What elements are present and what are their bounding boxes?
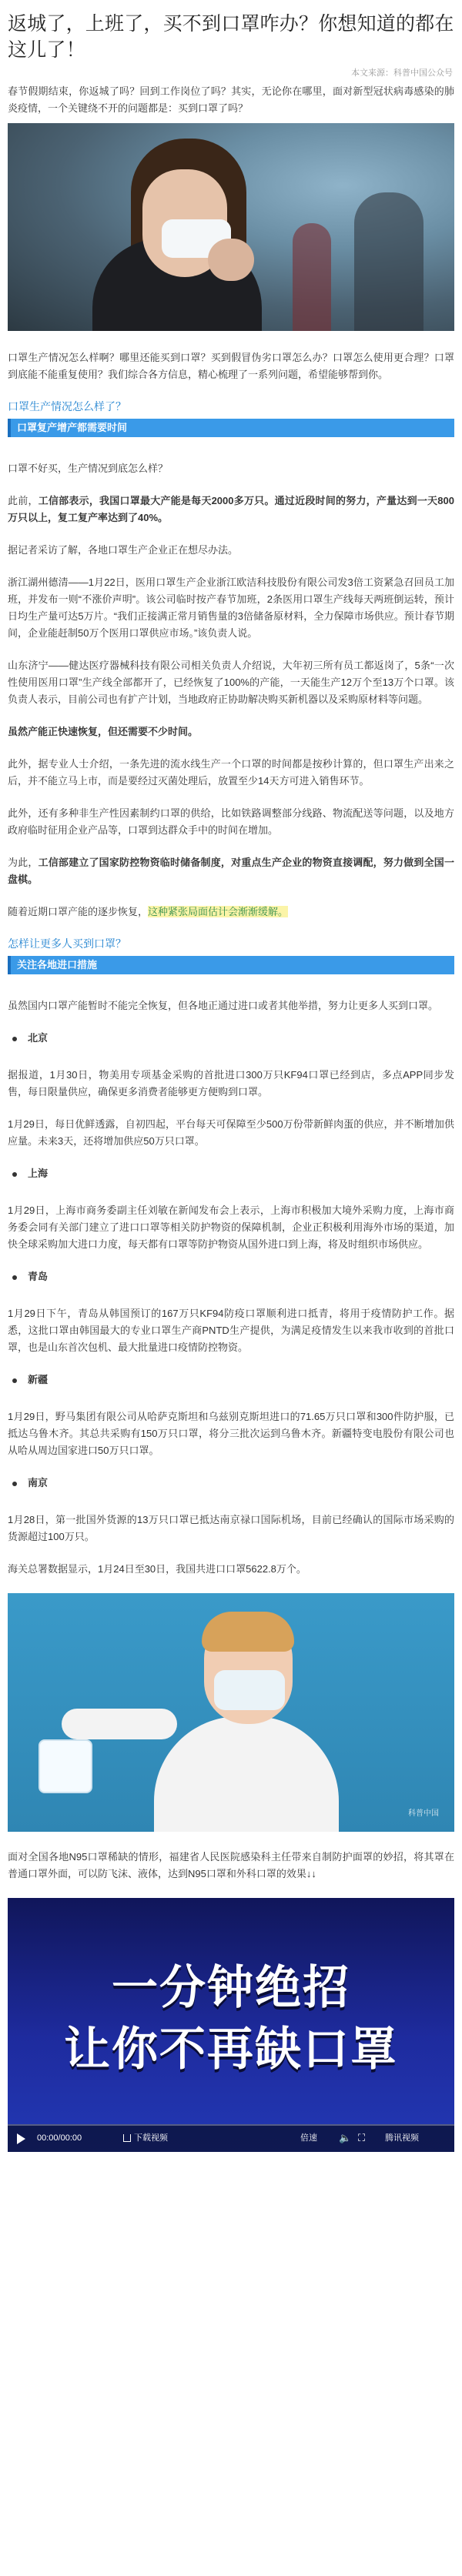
article-title: 返城了，上班了，买不到口罩咋办？你想知道的都在这儿了！ — [8, 13, 454, 61]
section-label-production: 口罩生产情况怎么样了？ — [8, 400, 126, 413]
bold-text: 工信部建立了国家防控物资临时储备制度，对重点生产企业的物资直接调配，努力做到全国一盘棋。 — [8, 857, 454, 885]
volume-icon[interactable]: 🔈 — [339, 2132, 352, 2143]
bullet-icon — [12, 1275, 17, 1280]
paragraph-prefix: 此前， — [8, 495, 38, 506]
face-mask-shape — [214, 1670, 285, 1710]
paragraph: 海关总署数据显示，1月24日至30日，我国共进口口罩5622.8万个。 — [8, 1563, 306, 1575]
video-time: 00:00/00:00 — [37, 2133, 82, 2143]
city-name: 北京 — [28, 1032, 49, 1044]
hand-shape — [208, 239, 254, 281]
city-name: 南京 — [28, 1477, 49, 1488]
city-heading-qingdao — [8, 1268, 454, 1285]
fullscreen-icon[interactable]: ⛶ — [358, 2132, 366, 2143]
paragraph-prefix: 为此， — [8, 857, 38, 868]
paragraph — [8, 493, 454, 526]
bullet-icon — [12, 1037, 17, 1041]
paragraph: 1月28日，第一批国外货源的13万只口罩已抵达南京禄口国际机场，目前已经确认的国际市场采购的货源超过100万只。 — [8, 1514, 454, 1542]
paragraph: 1月29日，上海市商务委副主任刘敏在新闻发布会上表示，上海市积极加大境外采购力度，上海市商务委会同有关部门建立了进口口罩等相关防护物资的保障机制，企业正积极利用海外市场的渠道，加快全球采购加大进口力度，每天都有口罩等防护物资从国外进口到上海，将及时组织市场供应。 — [8, 1204, 454, 1250]
video-player[interactable] — [8, 1898, 454, 2152]
paragraph-prefix: 随着近期口罩产能的逐步恢复， — [8, 906, 149, 917]
section-label-buy: 怎样让更多人买到口罩？ — [8, 937, 126, 950]
video-controls — [8, 2124, 454, 2152]
video-brand: 腾讯视频 — [385, 2133, 419, 2143]
highlighted-text: 这种紧张局面估计会渐渐缓解。 — [148, 906, 289, 917]
section-bar-production: 口罩复产增产都需要时间 — [8, 419, 454, 437]
download-video-button[interactable] — [123, 2124, 168, 2152]
paragraph: 山东济宁——健达医疗器械科技有限公司相关负责人介绍说，大年初三所有员工都返岗了，5条“一次性使用医用口罩”生产线全部都开了，已经恢复了100%的产能，一天能生产12万个至13万个口罩。该负责人表示，目前公司也有扩产计划，当地政府正协助解决购买新机器以及采购原材料等问题。 — [8, 660, 454, 705]
body-shape — [154, 1716, 339, 1832]
intro-paragraph: 春节假期结束，你返城了吗？回到工作岗位了吗？其实，无论你在哪里，面对新型冠状病毒感染的肺炎疫情，一个关键绕不开的问题都是：买到口罩了吗？ — [8, 85, 454, 114]
paragraph: 1月29日，每日优鲜透露，自初四起，平台每天可保障至少500万份带新鲜肉蛋的供应，并不断增加供应量。未来3天，还将增加供应50万只口罩。 — [8, 1118, 454, 1147]
bullet-icon — [12, 1482, 17, 1486]
city-heading-xinjiang — [8, 1372, 454, 1388]
bullet-icon — [12, 1378, 17, 1383]
city-heading-beijing — [8, 1030, 454, 1047]
background-person — [293, 223, 331, 331]
paragraph: 此外，还有多种非生产性因素制约口罩的供给，比如铁路调整部分线路、物流配送等问题，以及地方政府临时征用企业产品等，口罩到达群众手中的时间在增加。 — [8, 807, 454, 836]
paragraph: 口罩不好买，生产情况到底怎么样？ — [8, 463, 169, 474]
paragraph: 此外，据专业人士介绍，一条先进的流水线生产一个口罩的时间都是按秒计算的，但口罩生产出来之后，并不能立马上市，而是要经过灭菌处理后，放置至少14天方可进入销售环节。 — [8, 758, 454, 787]
hair-shape — [202, 1612, 294, 1652]
section-bar-import: 关注各地进口措施 — [8, 956, 454, 974]
paragraph: 虽然国内口罩产能暂时不能完全恢复，但各地正通过进口或者其他举措，努力让更多人买到口罩。 — [8, 1000, 439, 1011]
bullet-icon — [12, 1172, 17, 1177]
video-title-line1: 一分钟绝招 — [112, 1962, 350, 2013]
background-person — [354, 192, 424, 331]
city-heading-nanjing — [8, 1475, 454, 1492]
city-name: 上海 — [28, 1168, 49, 1179]
arm-shape — [62, 1709, 177, 1739]
video-title-line2: 让你不再缺口罩 — [64, 2023, 398, 2075]
paragraph: 虽然产能正快速恢复，但还需要不少时间。 — [8, 726, 199, 737]
bold-text: 工信部表示，我国口罩最大产能是每天2000多万只。通过近段时间的努力，产量达到一天800万只以上，复工复产率达到了40%。 — [8, 495, 454, 523]
paragraph: 据报道，1月30日，物美用专项基金采购的首批进口300万只KF94口罩已经到店，多点APP同步发售，每日限量供应，确保更多消费者能够更方便购到口罩。 — [8, 1069, 454, 1098]
paragraph: 1月29日下午，青岛从韩国预订的167万只KF94防疫口罩顺利进口抵青，将用于疫情防护工作。据悉，这批口罩由韩国最大的专业口罩生产商PNTD生产提供，为满足疫情发生以来我市收到的首批口罩，也是山东首次包机、最大批量进口疫情防控物资。 — [8, 1308, 454, 1353]
city-name: 新疆 — [28, 1374, 49, 1385]
paragraph: 面对全国各地N95口罩稀缺的情形，福建省人民医院感染科主任带来自制防护面罩的妙招，将其罩在普通口罩外面，可以防飞沫、液体，达到N95口罩和外科口罩的效果↓↓ — [8, 1851, 454, 1879]
paragraph — [8, 904, 454, 920]
questions-paragraph: 口罩生产情况怎么样啊？哪里还能买到口罩？买到假冒伪劣口罩怎么办？口罩怎么使用更合理？口罩到底能不能重复使用？我们综合各方信息，精心梳理了一系列问题，希望能够帮到你。 — [8, 352, 454, 380]
article-body — [0, 83, 462, 2152]
paragraph: 1月29日，野马集团有限公司从哈萨克斯坦和乌兹别克斯坦进口的71.65万只口罩和300件防护服，已抵达乌鲁木齐。其总共采购有150万只口罩，将分三批次运到乌鲁木齐。新疆特变电股份有限公司也从哈从周边国家进口50万只口罩。 — [8, 1411, 454, 1456]
hero-image-woman-coughing — [8, 123, 454, 331]
paragraph: 浙江湖州德清——1月22日，医用口罩生产企业浙江欧洁科技股份有限公司发3倍工资紧急召回员工加班，并发布一则“不涨价声明”。该公司临时按产春节加班，2条医用口罩生产线每天两班倒运转，预计日均生产量可达5万片。“我们正接满正常月销售量的3倍储备原材料，全力保障市场供应。预计春节期间，企业能赶制50万个医用口罩供应市场。”该负责人说。 — [8, 576, 454, 639]
download-icon — [123, 2134, 131, 2142]
article-source: 本文来源：科普中国公众号 — [351, 68, 453, 78]
held-mask-shape — [38, 1739, 92, 1793]
paragraph — [8, 854, 454, 888]
play-icon[interactable] — [17, 2133, 25, 2144]
city-heading-shanghai — [8, 1165, 454, 1182]
image-watermark-logo: 科普中国 — [408, 1809, 439, 1818]
boy-with-mask-image — [8, 1593, 454, 1832]
city-name: 青岛 — [28, 1271, 49, 1282]
download-label: 下载视频 — [134, 2133, 168, 2143]
speed-button[interactable]: 倍速 — [300, 2133, 317, 2143]
paragraph: 据记者采访了解，各地口罩生产企业正在想尽办法。 — [8, 544, 239, 556]
